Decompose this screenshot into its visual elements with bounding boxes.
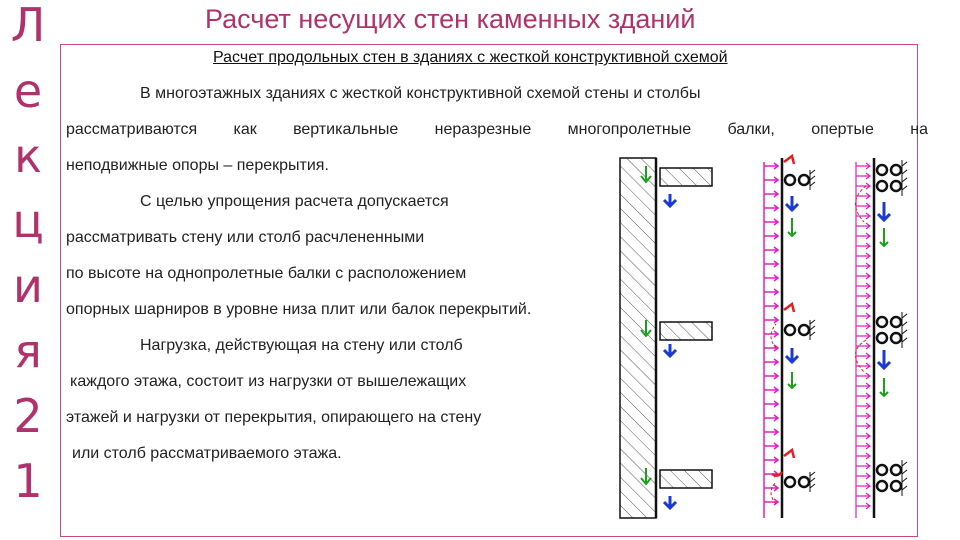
load-arrow xyxy=(856,273,870,279)
lecture-letter: Л xyxy=(10,0,46,52)
load-arrow xyxy=(856,353,870,359)
load-arrow xyxy=(764,303,778,309)
paragraph-line: этажей и нагрузки от перекрытия, опирающего на стену xyxy=(66,409,482,426)
load-arrow xyxy=(764,317,778,323)
paragraph-line: С целью упрощения расчета допускается xyxy=(140,193,449,210)
load-arrow xyxy=(856,453,870,459)
load-arrow xyxy=(856,263,870,269)
paragraph-line: по высоте на однопролетные балки с расположением xyxy=(66,265,467,282)
floor-slab xyxy=(660,322,712,340)
load-arrow xyxy=(856,403,870,409)
load-arrow xyxy=(856,173,870,179)
lecture-letter: ц xyxy=(12,194,44,248)
load-arrow xyxy=(856,183,870,189)
section-subtitle: Расчет продольных стен в зданиях с жесткой конструктивной схемой xyxy=(213,49,728,66)
paragraph-line: Нагрузка, действующая на стену или столб xyxy=(140,337,463,354)
wall-section xyxy=(620,158,656,518)
floor-load-arrows xyxy=(664,194,676,508)
load-arrow xyxy=(856,333,870,339)
load-arrow xyxy=(764,415,778,421)
load-arrow xyxy=(856,363,870,369)
load-arrow xyxy=(856,253,870,259)
floor-slab xyxy=(660,168,712,186)
load-arrow xyxy=(856,473,870,479)
load-arrow xyxy=(856,463,870,469)
load-arrow xyxy=(856,483,870,489)
load-arrow xyxy=(856,503,870,509)
paragraph-line: неподвижные опоры – перекрытия. xyxy=(66,157,329,174)
load-arrow xyxy=(856,323,870,329)
load-arrow xyxy=(764,429,778,435)
floor-slab xyxy=(660,470,712,488)
load-arrow xyxy=(764,191,778,197)
page-title: Расчет несущих стен каменных зданий xyxy=(205,4,696,34)
load-arrow xyxy=(856,223,870,229)
load-arrow xyxy=(764,387,778,393)
load-arrow xyxy=(764,499,778,505)
load-arrow xyxy=(764,163,778,169)
load-arrow xyxy=(764,289,778,295)
paragraph-line: рассматриваются как вертикальные неразрезные многопролетные балки, опертые на xyxy=(66,121,928,138)
load-arrow xyxy=(764,177,778,183)
distributed-load-left xyxy=(764,162,778,518)
load-arrow xyxy=(764,233,778,239)
load-arrow xyxy=(856,433,870,439)
load-arrow xyxy=(856,373,870,379)
load-arrow xyxy=(856,243,870,249)
lecture-letter: 1 xyxy=(13,454,43,508)
load-arrow xyxy=(856,393,870,399)
lecture-letter: и xyxy=(13,259,43,313)
load-arrow xyxy=(856,343,870,349)
wall-scheme-figure xyxy=(606,152,914,524)
load-arrow xyxy=(856,303,870,309)
load-arrow xyxy=(856,313,870,319)
lecture-letter: к xyxy=(14,129,42,183)
paragraph-line: рассматривать стену или столб расчлененными xyxy=(66,229,425,246)
load-arrow xyxy=(764,261,778,267)
paragraph-line: или столб рассматриваемого этажа. xyxy=(72,445,342,462)
load-arrow xyxy=(764,247,778,253)
load-arrow xyxy=(764,443,778,449)
load-arrow xyxy=(856,293,870,299)
paragraph-line: В многоэтажных зданиях с жесткой конструктивной схемой стены и столбы xyxy=(140,85,701,102)
load-arrow xyxy=(764,205,778,211)
load-arrow xyxy=(764,457,778,463)
load-arrow xyxy=(764,373,778,379)
load-arrow xyxy=(856,203,870,209)
paragraph-line: каждого этажа, состоит из нагрузки от вышележащих xyxy=(70,373,467,390)
load-arrow xyxy=(856,233,870,239)
load-arrow xyxy=(764,359,778,365)
paragraph-line: опорных шарниров в уровне низа плит или балок перекрытий. xyxy=(66,301,532,318)
load-arrow xyxy=(856,493,870,499)
distributed-load-right xyxy=(856,162,870,518)
load-arrow xyxy=(856,383,870,389)
lecture-letter: 2 xyxy=(13,389,43,443)
load-arrow xyxy=(856,283,870,289)
load-arrow xyxy=(764,219,778,225)
load-arrow xyxy=(764,401,778,407)
lecture-letter: е xyxy=(13,64,43,118)
load-arrow xyxy=(856,423,870,429)
load-arrow xyxy=(764,275,778,281)
wall-scheme-diagram xyxy=(606,152,914,524)
lecture-letter: я xyxy=(14,324,42,378)
load-arrow xyxy=(856,413,870,419)
load-arrow xyxy=(856,163,870,169)
load-arrow xyxy=(856,443,870,449)
